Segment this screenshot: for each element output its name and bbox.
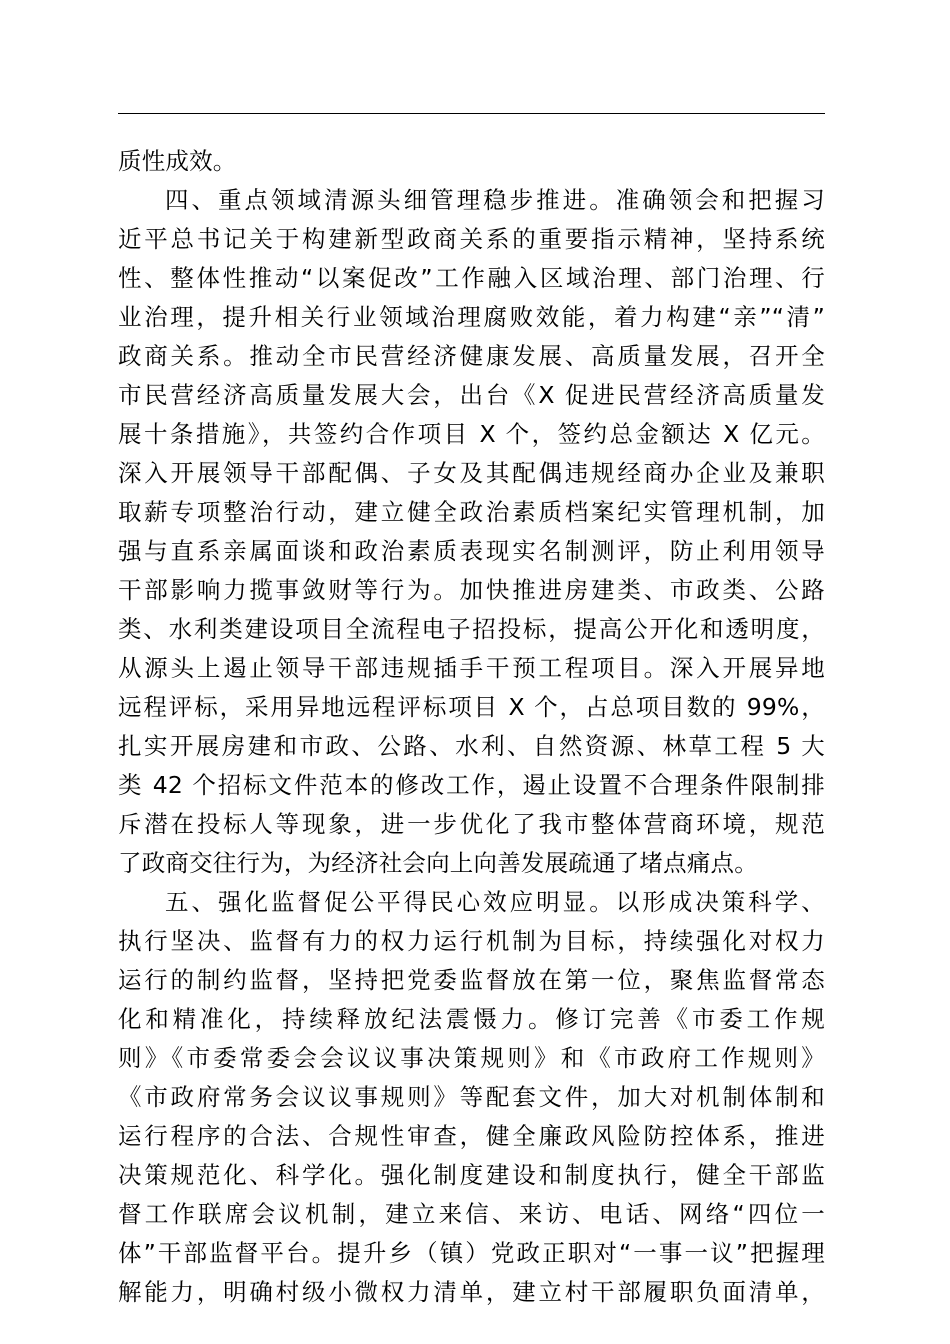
text-line: 则》《市委常委会会议议事决策规则》和《市政府工作规则》: [118, 1044, 825, 1072]
header-rule: [118, 113, 825, 114]
text-line: 深入开展领导干部配偶、子女及其配偶违规经商办企业及兼职: [118, 459, 825, 487]
text-line: 取薪专项整治行动，建立健全政治素质档案纪实管理机制，加: [118, 498, 825, 526]
text-line: 市民营经济高质量发展大会，出台《X 促进民营经济高质量发: [118, 381, 825, 409]
text-line: 斥潜在投标人等现象，进一步优化了我市整体营商环境，规范: [118, 810, 825, 838]
text-line: 执行坚决、监督有力的权力运行机制为目标，持续强化对权力: [118, 927, 825, 955]
text-line: 远程评标，采用异地远程评标项目 X 个，占总项目数的 99%，: [118, 693, 825, 721]
text-line: 类、水利类建设项目全流程电子招投标，提高公开化和透明度，: [118, 615, 825, 643]
text-line: 扎实开展房建和市政、公路、水利、自然资源、林草工程 5 大: [118, 732, 825, 760]
section-heading-line: 四、重点领域清源头细管理稳步推进。准确领会和把握习: [165, 186, 825, 214]
text-line: 政商关系。推动全市民营经济健康发展、高质量发展，召开全: [118, 342, 825, 370]
text-line: 近平总书记关于构建新型政商关系的重要指示精神，坚持系统: [118, 225, 825, 253]
text-line: 《市政府常务会议议事规则》等配套文件，加大对机制体制和: [118, 1083, 825, 1111]
section-heading-line: 五、强化监督促公平得民心效应明显。以形成决策科学、: [165, 888, 825, 916]
text-line: 干部影响力揽事敛财等行为。加快推进房建类、市政类、公路: [118, 576, 825, 604]
text-line: 运行的制约监督，坚持把党委监督放在第一位，聚焦监督常态: [118, 966, 825, 994]
text-line: 体”干部监督平台。提升乡（镇）党政正职对“一事一议”把握理: [118, 1239, 825, 1267]
text-line: 类 42 个招标文件范本的修改工作，遏止设置不合理条件限制排: [118, 771, 825, 799]
text-line: 了政商交往行为，为经济社会向上向善发展疏通了堵点痛点。: [118, 849, 758, 877]
text-line: 展十条措施》，共签约合作项目 X 个，签约总金额达 X 亿元。: [118, 420, 825, 448]
text-line: 从源头上遏止领导干部违规插手干预工程项目。深入开展异地: [118, 654, 825, 682]
text-line: 业治理，提升相关行业领域治理腐败效能，着力构建“亲”“清”: [118, 303, 825, 331]
text-line: 督工作联席会议机制，建立来信、来访、电话、网络“四位一: [118, 1200, 825, 1228]
text-line: 强与直系亲属面谈和政治素质表现实名制测评，防止利用领导: [118, 537, 825, 565]
text-line: 决策规范化、科学化。强化制度建设和制度执行，健全干部监: [118, 1161, 825, 1189]
text-line: 解能力，明确村级小微权力清单，建立村干部履职负面清单，: [118, 1278, 825, 1306]
text-line: 运行程序的合法、合规性审查，健全廉政风险防控体系，推进: [118, 1122, 825, 1150]
text-line: 性、整体性推动“以案促改”工作融入区域治理、部门治理、行: [118, 264, 825, 292]
text-line: 质性成效。: [118, 147, 237, 175]
document-body: [118, 142, 825, 1312]
text-line: 化和精准化，持续释放纪法震慑力。修订完善《市委工作规: [118, 1005, 825, 1033]
